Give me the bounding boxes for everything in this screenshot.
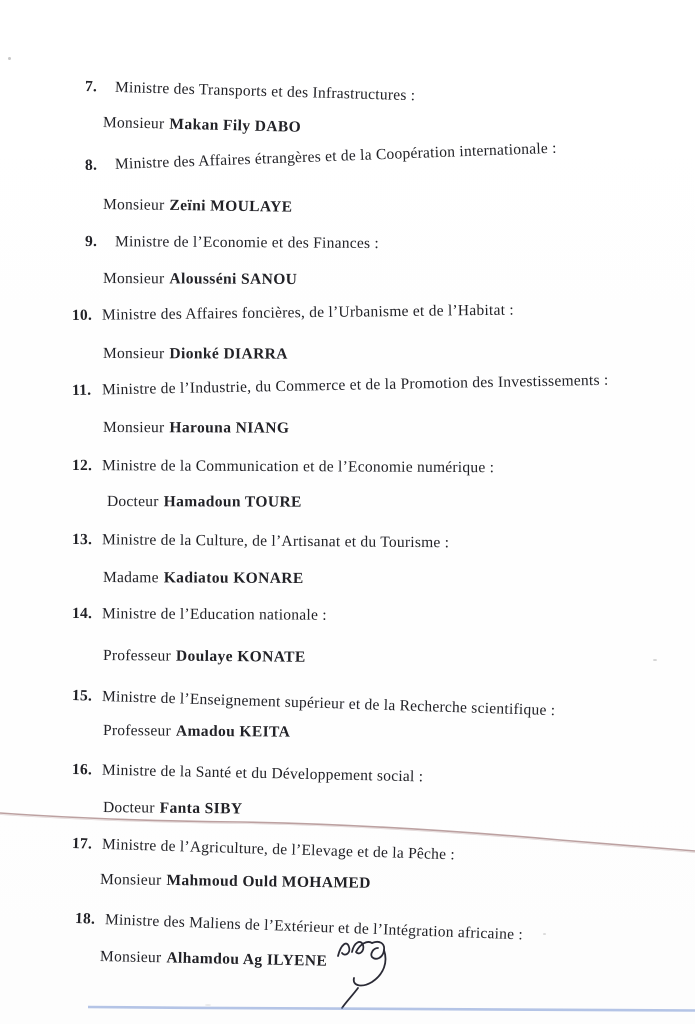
scan-speck (205, 1004, 211, 1006)
item-number: 13. (71, 531, 93, 549)
scan-speck (8, 57, 11, 60)
minister-title-text: Ministre des Transports et des Infrastructures : (114, 78, 416, 105)
minister-item-15-title (72, 687, 556, 720)
minister-item-12-title (72, 457, 494, 477)
honorific-text: Monsieur (102, 196, 165, 214)
item-number: 8. (84, 156, 98, 174)
honorific-text: Docteur (106, 493, 159, 511)
minister-item-13-name (103, 569, 304, 588)
minister-item-18-title (75, 910, 524, 944)
minister-name-text: Fanta SIBY (159, 799, 243, 818)
minister-name-text: Alhamdou Ag ILYENE (166, 949, 328, 970)
item-number: 10. (71, 306, 93, 324)
item-number: 9. (84, 233, 98, 251)
minister-item-14-name (103, 647, 306, 667)
minister-item-10-title (72, 302, 514, 325)
minister-name-text: Doulaye KONATE (175, 647, 306, 666)
honorific-text: Madame (102, 569, 159, 587)
minister-title-text: Ministre de la Culture, de l’Artisanat et du Tourisme : (101, 531, 450, 552)
item-number: 11. (71, 381, 92, 399)
minister-item-17-name (100, 871, 371, 893)
honorific-text: Monsieur (102, 114, 165, 133)
minister-item-16-title (72, 761, 424, 786)
minister-item-15-name (103, 722, 290, 742)
minister-item-10-name (103, 345, 288, 364)
minister-name-text: Makan Fily DABO (169, 115, 302, 136)
minister-item-12-name (107, 493, 302, 512)
minister-name-text: Dionké DIARRA (169, 345, 288, 363)
minister-title-text: Ministre de l’Enseignement supérieur et de la Recherche scientifique : (101, 687, 556, 720)
minister-item-13-title (72, 531, 449, 552)
minister-name-text: Mahmoud Ould MOHAMED (166, 871, 371, 892)
honorific-text: Monsieur (102, 270, 165, 288)
minister-item-9-title (85, 233, 379, 253)
minister-title-text: Ministre des Affaires foncières, de l’Urbanisme et de l’Habitat : (101, 301, 515, 324)
minister-item-7-title (85, 78, 416, 105)
honorific-text: Monsieur (99, 948, 162, 967)
minister-name-text: Kadiatou KONARE (163, 569, 304, 588)
item-number: 15. (71, 687, 93, 705)
minister-item-17-title (72, 835, 456, 864)
minister-item-18-name (100, 948, 328, 971)
minister-name-text: Zeïni MOULAYE (169, 196, 293, 216)
minister-item-7-name (103, 114, 302, 137)
minister-item-11-title (72, 372, 609, 400)
minister-item-8-title (85, 140, 557, 175)
honorific-text: Professeur (102, 722, 172, 740)
minister-title-text: Ministre de l’Economie et des Finances : (114, 233, 380, 253)
honorific-text: Monsieur (99, 871, 162, 889)
item-number: 17. (71, 835, 93, 853)
minister-title-text: Ministre des Maliens de l’Extérieur et de l’Intégration africaine : (104, 911, 524, 944)
minister-item-14-title (72, 605, 327, 625)
scan-speck (543, 933, 546, 935)
honorific-text: Professeur (102, 647, 172, 665)
item-number: 16. (71, 761, 93, 779)
minister-title-text: Ministre de l’Agriculture, de l’Elevage et de la Pêche : (101, 835, 456, 864)
scan-speck (653, 659, 657, 661)
honorific-text: Docteur (102, 799, 155, 817)
item-number: 14. (71, 605, 93, 623)
item-number: 18. (74, 910, 96, 928)
item-number: 12. (71, 457, 93, 475)
minister-name-text: Amadou KEITA (175, 722, 291, 741)
minister-title-text: Ministre de la Communication et de l’Economie numérique : (101, 457, 495, 477)
minister-item-9-name (103, 270, 297, 289)
minister-title-text: Ministre de l’Education nationale : (101, 605, 327, 624)
minister-name-text: Alousséni SANOU (169, 270, 298, 289)
honorific-text: Monsieur (102, 345, 165, 363)
minister-title-text: Ministre de la Santé et du Développement social : (101, 761, 424, 786)
minister-title-text: Ministre des Affaires étrangères et de la Coopération internationale : (114, 139, 558, 173)
minister-title-text: Ministre de l’Industrie, du Commerce et de la Promotion des Investissements : (101, 371, 609, 399)
minister-item-16-name (103, 799, 243, 818)
minister-item-11-name (103, 419, 289, 438)
minister-name-text: Hamadoun TOURE (163, 493, 302, 511)
minister-name-text: Harouna NIANG (169, 419, 290, 437)
minister-item-8-name (103, 196, 293, 217)
honorific-text: Monsieur (102, 419, 165, 437)
item-number: 7. (84, 78, 98, 96)
